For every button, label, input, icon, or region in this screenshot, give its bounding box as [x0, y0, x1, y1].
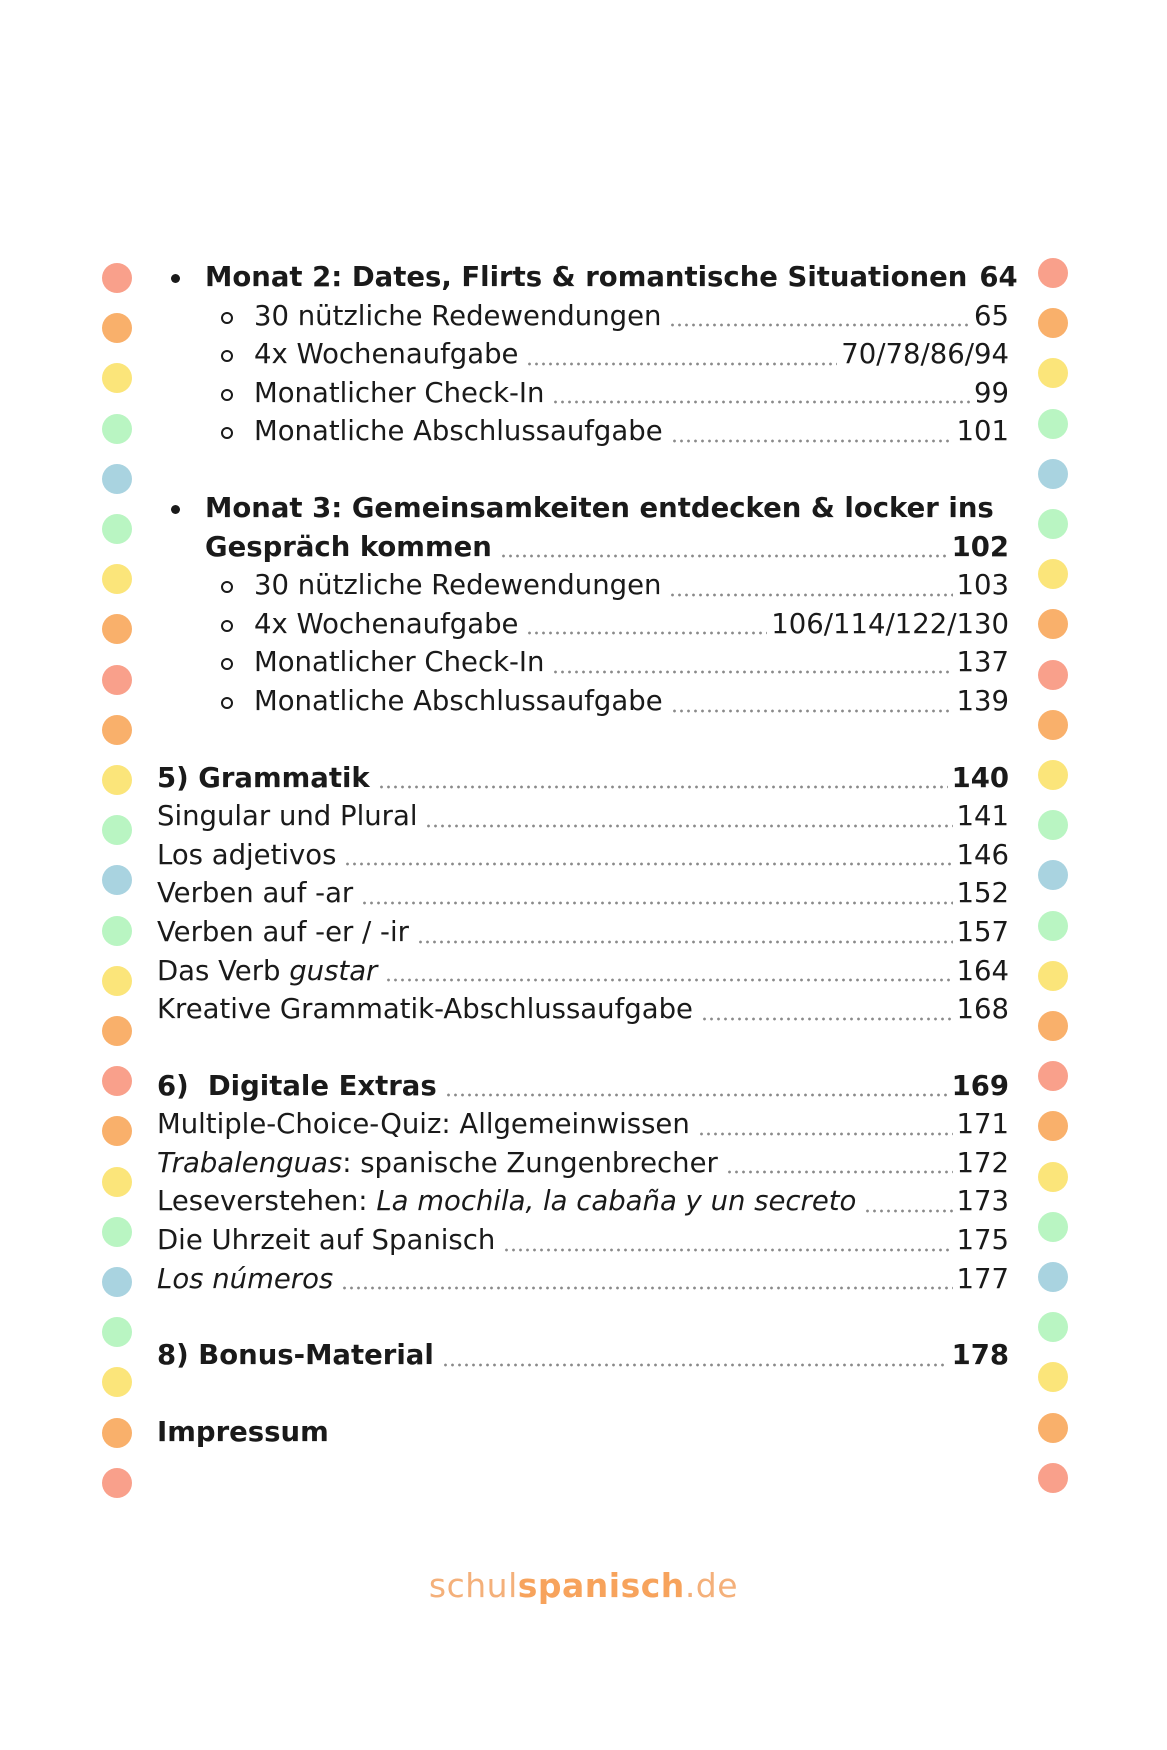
- toc-entry[interactable]: [157, 874, 1009, 913]
- dot-leader: [552, 400, 970, 404]
- toc-entry[interactable]: [157, 1221, 1009, 1260]
- dot-leader: [378, 785, 948, 789]
- decorative-dot-blue: [102, 1267, 132, 1297]
- toc-entry-label: Monatlicher Check-In: [254, 646, 545, 679]
- circle-bullet-icon: [221, 697, 233, 709]
- decorative-dot-green: [1038, 1312, 1068, 1342]
- decorative-dot-green: [102, 1217, 132, 1247]
- toc-entry-label: Multiple-Choice-Quiz: Allgemeinwissen: [157, 1108, 690, 1141]
- toc-entry[interactable]: [157, 797, 1009, 836]
- decorative-dot-green: [102, 1317, 132, 1347]
- toc-section-label: Impressum: [157, 1415, 329, 1448]
- decorative-dot-green: [1038, 911, 1068, 941]
- toc-entry-page: 102: [951, 530, 1009, 563]
- toc-entry-label: Das Verb gustar: [157, 954, 378, 987]
- circle-bullet-icon: [221, 427, 233, 439]
- toc-section-digitale-extras[interactable]: [157, 1067, 1009, 1106]
- decorative-dot-green: [102, 815, 132, 845]
- decorative-dot-red: [102, 1468, 132, 1498]
- left-dot-column: [102, 0, 132, 1750]
- dot-leader: [864, 1209, 952, 1213]
- toc-entry[interactable]: [157, 297, 1009, 336]
- decorative-dot-blue: [102, 865, 132, 895]
- toc-entry-page: 141: [956, 800, 1009, 833]
- circle-bullet-icon: [221, 389, 233, 401]
- toc-entry-label: 30 nützliche Redewendungen: [254, 569, 662, 602]
- decorative-dot-green: [102, 414, 132, 444]
- toc-entry-page: 169: [951, 1069, 1009, 1102]
- toc-entry-page: 137: [956, 646, 1009, 679]
- dot-leader: [726, 1170, 953, 1174]
- decorative-dot-yellow: [1038, 961, 1068, 991]
- toc-entry[interactable]: [157, 412, 1009, 451]
- toc-entry-label: 4x Wochenaufgabe: [254, 607, 519, 640]
- toc-entry-page: 168: [956, 993, 1009, 1026]
- toc-entry-label: Verben auf -er / -ir: [157, 915, 409, 948]
- decorative-dot-red: [102, 1066, 132, 1096]
- decorative-dot-orange: [1038, 710, 1068, 740]
- decorative-dot-yellow: [1038, 559, 1068, 589]
- dot-leader: [552, 670, 952, 674]
- toc-entry-label: Monat 3: Gemeinsamkeiten entdecken & locker ins: [205, 491, 994, 524]
- toc-entry-label: Trabalenguas: spanische Zungenbrecher: [157, 1146, 718, 1179]
- toc-section-impressum[interactable]: [157, 1413, 1009, 1452]
- decorative-dot-yellow: [1038, 760, 1068, 790]
- decorative-dot-yellow: [1038, 1162, 1068, 1192]
- decorative-dot-orange: [102, 1116, 132, 1146]
- circle-bullet-icon: [221, 350, 233, 362]
- decorative-dot-green: [102, 514, 132, 544]
- toc-section-bonus-material[interactable]: [157, 1336, 1009, 1375]
- toc-entry-page: 139: [956, 684, 1009, 717]
- toc-entry-label: Los números: [157, 1262, 334, 1295]
- toc-entry[interactable]: [157, 1105, 1009, 1144]
- dot-leader: [361, 901, 952, 905]
- toc-entry[interactable]: [157, 374, 1009, 413]
- toc-entry-page: 65: [974, 299, 1009, 332]
- toc-entry-page: 152: [956, 877, 1009, 910]
- toc-section-label: 5) Grammatik: [157, 761, 370, 794]
- decorative-dot-yellow: [102, 564, 132, 594]
- toc-entry-page: 140: [951, 761, 1009, 794]
- toc-entry-monat-2[interactable]: [157, 258, 1018, 297]
- toc-entry[interactable]: [157, 1144, 1009, 1183]
- toc-entry-label: Kreative Grammatik-Abschlussaufgabe: [157, 993, 693, 1026]
- decorative-dot-yellow: [1038, 1362, 1068, 1392]
- toc-entry-label: Monatliche Abschlussaufgabe: [254, 684, 663, 717]
- decorative-dot-red: [1038, 258, 1068, 288]
- toc-entry[interactable]: [157, 952, 1009, 991]
- toc-entry-label: Monatlicher Check-In: [254, 376, 545, 409]
- dot-leader: [698, 1132, 953, 1136]
- toc-entry-label: Gespräch kommen: [205, 530, 492, 563]
- dot-leader: [503, 1248, 952, 1252]
- dot-leader: [669, 323, 970, 327]
- decorative-dot-orange: [1038, 1413, 1068, 1443]
- toc-entry[interactable]: [157, 682, 1009, 721]
- toc-entry[interactable]: [157, 605, 1009, 644]
- decorative-dot-orange: [1038, 609, 1068, 639]
- dot-leader: [442, 1363, 948, 1367]
- dot-leader: [445, 1093, 948, 1097]
- toc-entry-page: 157: [956, 915, 1009, 948]
- toc-section-label: 6) Digitale Extras: [157, 1069, 437, 1102]
- decorative-dot-red: [1038, 660, 1068, 690]
- decorative-dot-yellow: [102, 363, 132, 393]
- dot-leader: [526, 631, 767, 635]
- bullet-icon: [171, 505, 180, 514]
- toc-entry-page: 171: [956, 1108, 1009, 1141]
- decorative-dot-yellow: [102, 765, 132, 795]
- toc-entry-page: 64: [979, 261, 1018, 293]
- table-of-contents: [157, 258, 1018, 1451]
- toc-entry-page: 103: [956, 569, 1009, 602]
- toc-entry-page: 175: [956, 1224, 1009, 1257]
- circle-bullet-icon: [221, 581, 233, 593]
- toc-section-label: 8) Bonus-Material: [157, 1339, 434, 1372]
- decorative-dot-green: [102, 916, 132, 946]
- toc-entry-label: Monat 2: Dates, Flirts & romantische Situationen: [205, 261, 968, 293]
- circle-bullet-icon: [221, 312, 233, 324]
- decorative-dot-blue: [1038, 1262, 1068, 1292]
- toc-entry[interactable]: [157, 1260, 1009, 1299]
- toc-entry-label: Die Uhrzeit auf Spanisch: [157, 1224, 496, 1257]
- right-dot-column: [1038, 0, 1068, 1750]
- decorative-dot-red: [102, 263, 132, 293]
- dot-leader: [344, 862, 952, 866]
- decorative-dot-green: [1038, 509, 1068, 539]
- toc-entry-page: 177: [956, 1262, 1009, 1295]
- decorative-dot-orange: [102, 614, 132, 644]
- dot-leader: [671, 439, 953, 443]
- dot-leader: [526, 362, 837, 366]
- dot-leader: [669, 593, 952, 597]
- decorative-dot-orange: [102, 715, 132, 745]
- circle-bullet-icon: [221, 620, 233, 632]
- decorative-dot-orange: [102, 313, 132, 343]
- decorative-dot-red: [1038, 1463, 1068, 1493]
- toc-entry[interactable]: [157, 1182, 1009, 1221]
- decorative-dot-yellow: [102, 966, 132, 996]
- dot-leader: [341, 1286, 952, 1290]
- bullet-icon: [171, 274, 180, 283]
- decorative-dot-yellow: [102, 1367, 132, 1397]
- toc-entry-label: Singular und Plural: [157, 800, 418, 833]
- footer-logo[interactable]: schulspanisch.de: [428, 1566, 739, 1605]
- decorative-dot-yellow: [102, 1167, 132, 1197]
- decorative-dot-green: [1038, 409, 1068, 439]
- decorative-dot-yellow: [1038, 358, 1068, 388]
- toc-entry-page: 172: [956, 1146, 1009, 1179]
- decorative-dot-green: [1038, 1212, 1068, 1242]
- decorative-dot-green: [1038, 810, 1068, 840]
- toc-entry[interactable]: [157, 836, 1009, 875]
- dot-leader: [417, 940, 953, 944]
- toc-entry[interactable]: [157, 913, 1009, 952]
- decorative-dot-blue: [102, 464, 132, 494]
- dot-leader: [425, 824, 952, 828]
- toc-entry[interactable]: [157, 643, 1009, 682]
- toc-section-grammatik[interactable]: [157, 759, 1009, 798]
- toc-entry[interactable]: [157, 990, 1009, 1029]
- toc-entry-page: 173: [956, 1185, 1009, 1218]
- toc-entry-page: 106/114/122/130: [771, 607, 1009, 640]
- toc-entry-page: 101: [956, 415, 1009, 448]
- dot-leader: [671, 709, 953, 713]
- toc-entry-page: 99: [974, 376, 1009, 409]
- toc-entry-label: Verben auf -ar: [157, 877, 354, 910]
- decorative-dot-orange: [1038, 1011, 1068, 1041]
- dot-leader: [701, 1017, 953, 1021]
- toc-entry-page: 70/78/86/94: [841, 338, 1009, 371]
- toc-entry-label: Monatliche Abschlussaufgabe: [254, 415, 663, 448]
- circle-bullet-icon: [221, 658, 233, 670]
- toc-entry-label: Leseverstehen: La mochila, la cabaña y un secreto: [157, 1185, 857, 1218]
- toc-entry-page: 146: [956, 838, 1009, 871]
- dot-leader: [385, 978, 952, 982]
- decorative-dot-orange: [1038, 308, 1068, 338]
- toc-entry-label: 30 nützliche Redewendungen: [254, 299, 662, 332]
- decorative-dot-orange: [1038, 1111, 1068, 1141]
- toc-entry-label: Los adjetivos: [157, 838, 337, 871]
- decorative-dot-orange: [102, 1418, 132, 1448]
- toc-entry-monat-3-line2[interactable]: [157, 528, 1009, 567]
- decorative-dot-orange: [102, 1016, 132, 1046]
- decorative-dot-red: [1038, 1061, 1068, 1091]
- toc-entry[interactable]: [157, 335, 1009, 374]
- decorative-dot-red: [102, 665, 132, 695]
- toc-entry-page: 164: [956, 954, 1009, 987]
- decorative-dot-blue: [1038, 860, 1068, 890]
- decorative-dot-blue: [1038, 459, 1068, 489]
- toc-entry-page: 178: [951, 1339, 1009, 1372]
- toc-entry-label: 4x Wochenaufgabe: [254, 338, 519, 371]
- toc-entry-monat-3-line1[interactable]: [157, 489, 1009, 528]
- dot-leader: [500, 554, 948, 558]
- toc-entry[interactable]: [157, 566, 1009, 605]
